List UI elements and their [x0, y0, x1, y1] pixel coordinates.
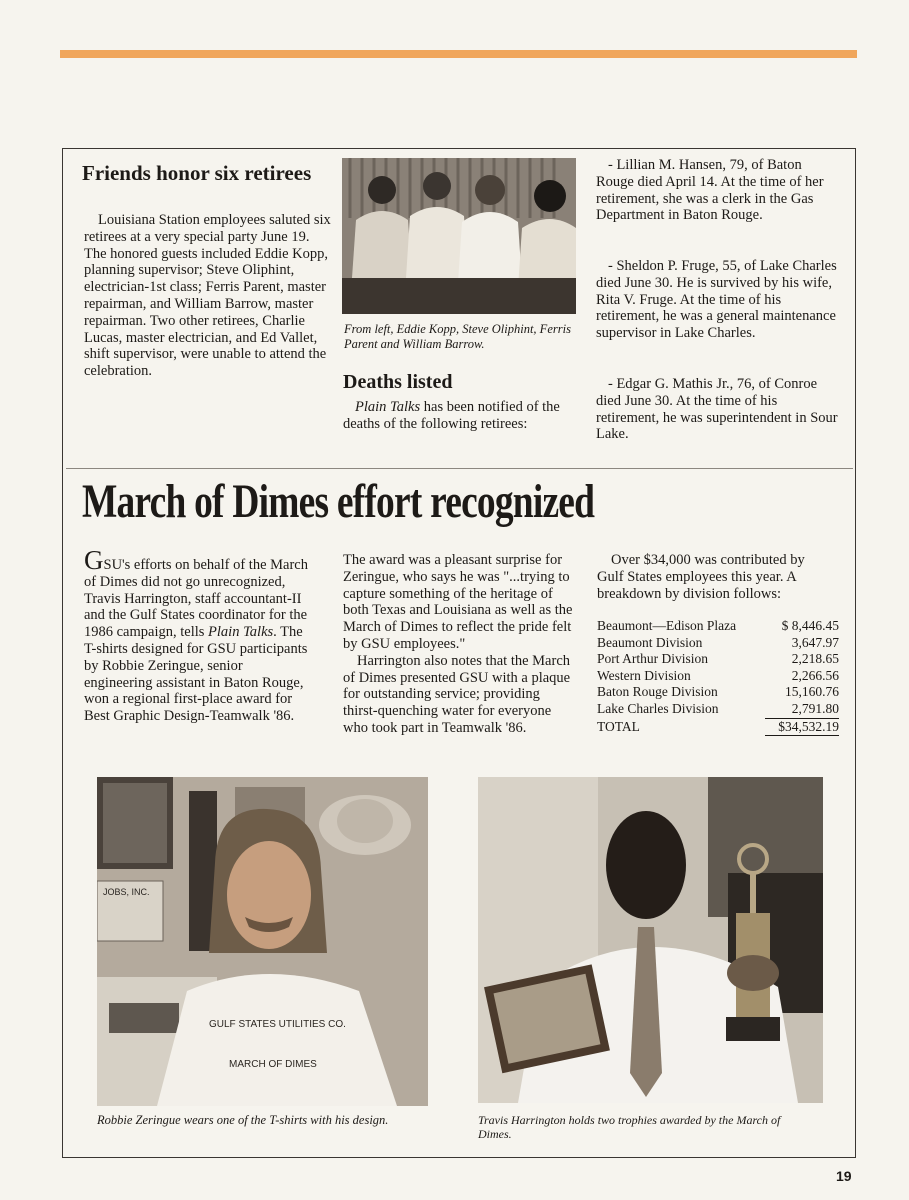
table-row: Port Arthur Division 2,218.65	[597, 651, 839, 667]
obituary-item: - Edgar G. Mathis Jr., 76, of Conroe died June 30. At the time of his retirement, he was superintendent in Sour Lake.	[596, 376, 838, 443]
obituary-item: - Lillian M. Hansen, 79, of Baton Rouge died April 14. At the time of her retirement, she was a clerk in the Gas Department in Baton Rouge.	[596, 157, 824, 224]
zeringue-photo-caption: Robbie Zeringue wears one of the T-shirts with his design.	[97, 1113, 389, 1127]
tshirt-text-line2: MARCH OF DIMES	[229, 1059, 317, 1070]
division-breakdown-table	[597, 618, 839, 736]
section-divider	[66, 468, 853, 469]
table-row: Beaumont Division 3,647.97	[597, 634, 839, 650]
dimes-column-3	[597, 552, 827, 602]
dimes-paragraph: Harrington also notes that the March of Dimes presented GSU with a plaque for outstanding service; providing thirst-quenching water for everyone who took part in Teamwalk '86.	[343, 652, 571, 736]
zeringue-photo	[97, 777, 428, 1106]
retirees-body: Louisiana Station employees saluted six retirees at a very special party June 19. The honored guests included Eddie Kopp, planning supervisor; Steve Oliphint, electrician-1st class; Ferris Parent, master repairman, and William Barrow, master repairman. Two other retirees, Charlie Lucas, master electrician, and Ed Vallet, shift supervisor, were unable to attend the celebration.	[84, 212, 331, 380]
retirees-photo-caption: From left, Eddie Kopp, Steve Oliphint, Ferris Parent and William Barrow.	[344, 322, 571, 351]
obituary-item: - Sheldon P. Fruge, 55, of Lake Charles died June 30. He is survived by his wife, Rita V. Fruge. At the time of his retirement, he was a general maintenance supervisor in Lake Charles.	[596, 258, 837, 342]
table-row: Western Division 2,266.56	[597, 667, 839, 683]
table-row: Baton Rouge Division 15,160.76	[597, 684, 839, 700]
dimes-column-2	[343, 552, 573, 737]
dimes-headline: March of Dimes effort recognized	[82, 475, 595, 528]
deaths-intro: Plain Talks has been notified of the deaths of the following retirees:	[343, 399, 560, 432]
publication-name: Plain Talks	[208, 624, 274, 641]
top-accent-rule	[60, 50, 857, 58]
harrington-photo-caption: Travis Harrington holds two trophies awarded by the March of Dimes.	[478, 1113, 781, 1141]
dimes-paragraph: The award was a pleasant surprise for Zeringue, who says he was "...trying to capture something of the heritage of both Texas and Louisiana as well as the March of Dimes to reflect the pride felt by GSU employees."	[343, 552, 573, 652]
harrington-photo	[478, 777, 823, 1103]
drop-cap: G	[84, 545, 104, 575]
retirees-photo	[342, 158, 576, 314]
total-row: TOTAL $34,532.19	[597, 718, 839, 736]
jobs-sign-text: JOBS, INC.	[103, 887, 150, 897]
publication-name: Plain Talks	[355, 399, 421, 415]
retirees-headline: Friends honor six retirees	[82, 161, 312, 185]
deaths-headline: Deaths listed	[343, 371, 453, 393]
table-row: Beaumont—Edison Plaza $ 8,446.45	[597, 618, 839, 633]
dimes-paragraph: GSU's efforts on behalf of the March of Dimes did not go unrecognized, Travis Harrington, staff accountant-II and the Gulf States coordinator for the 1986 campaign, tells Plain Talks. The T-shirts designed for GSU participants by Robbie Zeringue, senior engineering assistant in Baton Rouge, won a regional first-place award for Best Graphic Design-Teamwalk '86.	[84, 545, 308, 725]
table-row: Lake Charles Division 2,791.80	[597, 700, 839, 717]
dimes-paragraph: Over $34,000 was contributed by Gulf States employees this year. A breakdown by division follows:	[597, 552, 805, 602]
page-number: 19	[836, 1168, 852, 1184]
tshirt-text-line1: GULF STATES UTILITIES CO.	[209, 1019, 346, 1030]
dimes-column-1	[84, 545, 314, 725]
